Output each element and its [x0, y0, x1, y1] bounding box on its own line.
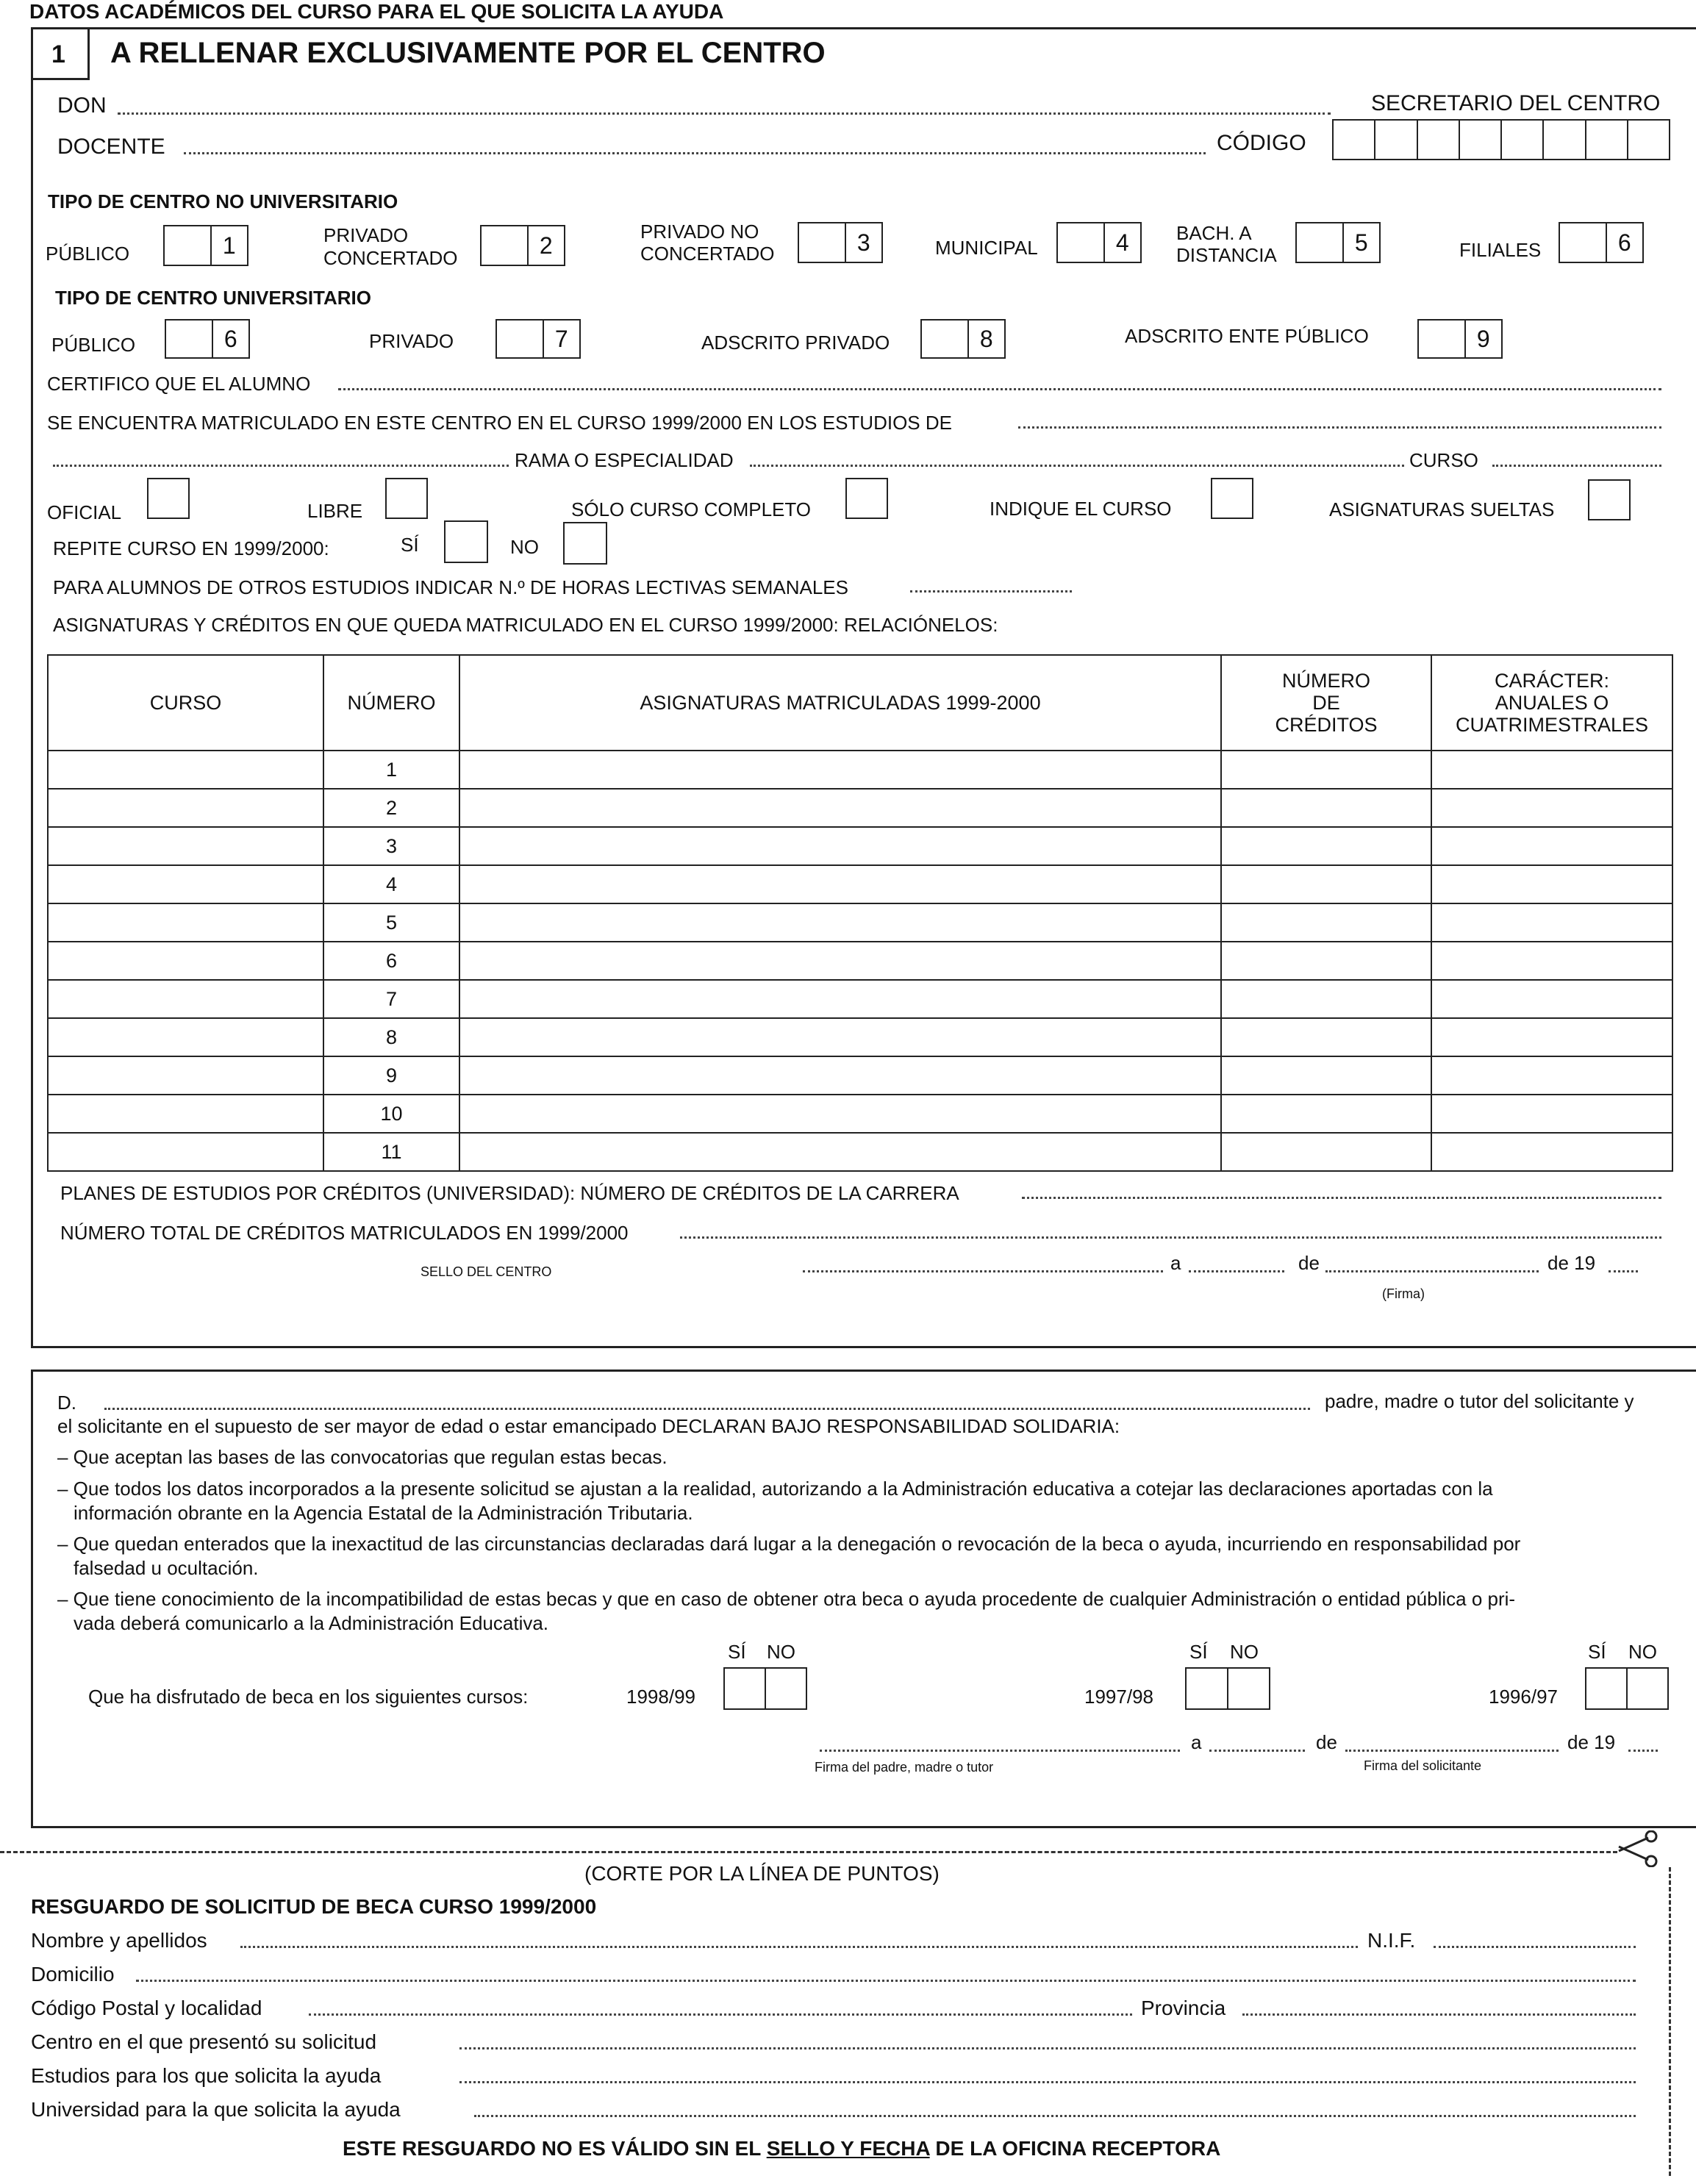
table-cell[interactable] [459, 942, 1221, 980]
asignaturas-intro: ASIGNATURAS Y CRÉDITOS EN QUE QUEDA MATRICULADO EN EL CURSO 1999/2000: RELACIÓNELOS: [53, 614, 998, 636]
repite-si-label: SÍ [401, 534, 419, 556]
asignaturas-sueltas-checkbox[interactable] [1588, 479, 1631, 520]
beca-1998-checkboxes[interactable] [723, 1667, 807, 1710]
receipt-footer: ESTE RESGUARDO NO ES VÁLIDO SIN EL SELLO Y FECHA DE LA OFICINA RECEPTORA [343, 2137, 1221, 2160]
table-cell[interactable] [48, 865, 323, 903]
table-cell[interactable] [48, 1018, 323, 1056]
libre-checkbox[interactable] [385, 478, 428, 519]
rama-field[interactable] [750, 465, 1404, 467]
decl-dia-field[interactable] [1209, 1750, 1305, 1752]
table-row [48, 942, 1672, 980]
indique-curso-checkbox[interactable] [1211, 478, 1253, 519]
row-number: 8 [323, 1018, 459, 1056]
planes-field[interactable] [1022, 1197, 1661, 1199]
don-label: DON [57, 93, 107, 118]
table-row [48, 980, 1672, 1018]
domicilio-label: Domicilio [31, 1963, 115, 1986]
firma-padre-label: Firma del padre, madre o tutor [815, 1760, 994, 1775]
table-row [48, 1056, 1672, 1095]
sello-label: SELLO DEL CENTRO [421, 1264, 552, 1279]
universidad-label: Universidad para la que solicita la ayuda [31, 2098, 401, 2121]
dia-field[interactable] [1189, 1270, 1284, 1272]
firma-solicitante-label: Firma del solicitante [1364, 1758, 1482, 1773]
table-row [48, 903, 1672, 942]
horas-field[interactable] [910, 590, 1072, 592]
option-adscrito-privado[interactable]: 8 [920, 319, 1006, 359]
row-number: 6 [323, 942, 459, 980]
decl-lugar-field[interactable] [820, 1750, 1180, 1752]
table-cell[interactable] [48, 827, 323, 865]
table-cell[interactable] [459, 827, 1221, 865]
col-caracter: CARÁCTER: ANUALES O CUATRIMESTRALES [1431, 655, 1672, 751]
repite-no-label: NO [510, 536, 539, 558]
col-numero: NÚMERO [323, 655, 459, 751]
beca-si-label-2: SÍ [1189, 1641, 1208, 1663]
horas-label: PARA ALUMNOS DE OTROS ESTUDIOS INDICAR N.º DE HORAS LECTIVAS SEMANALES [53, 576, 848, 598]
table-cell[interactable] [1431, 865, 1672, 903]
cp-field[interactable] [309, 2013, 1132, 2016]
table-cell[interactable] [1431, 903, 1672, 942]
planes-label: PLANES DE ESTUDIOS POR CRÉDITOS (UNIVERSIDAD): NÚMERO DE CRÉDITOS DE LA CARRERA [60, 1182, 959, 1204]
option-filiales[interactable]: 6 [1559, 222, 1644, 263]
nombre-field[interactable] [240, 1946, 1358, 1948]
table-cell[interactable] [48, 1133, 323, 1171]
section-title: A RELLENAR EXCLUSIVAMENTE POR EL CENTRO [110, 37, 826, 69]
table-row [48, 1018, 1672, 1056]
year-1998-label: 1998/99 [626, 1686, 695, 1708]
table-cell[interactable] [1221, 1018, 1431, 1056]
fecha-a-label: a [1170, 1252, 1181, 1274]
docente-label: DOCENTE [57, 135, 165, 159]
municipal-label: MUNICIPAL [935, 237, 1038, 259]
privado-no-concertado-label-2: CONCERTADO [640, 243, 775, 265]
year-1997-label: 1997/98 [1084, 1686, 1153, 1708]
indique-curso-label: INDIQUE EL CURSO [990, 498, 1172, 520]
univ-publico-label: PÚBLICO [51, 334, 136, 356]
tipo-no-universitario-heading: TIPO DE CENTRO NO UNIVERSITARIO [48, 190, 398, 212]
option-adscrito-ente-publico[interactable]: 9 [1417, 319, 1503, 359]
table-cell[interactable] [1431, 827, 1672, 865]
declaration-item-1: – Que aceptan las bases de las convocatorias que regulan estas becas. [57, 1446, 668, 1468]
row-number: 2 [323, 789, 459, 827]
table-row [48, 751, 1672, 789]
tipo-universitario-heading: TIPO DE CENTRO UNIVERSITARIO [55, 287, 371, 309]
secretario-label: SECRETARIO DEL CENTRO [1371, 91, 1661, 115]
row-number: 5 [323, 903, 459, 942]
option-privado-no-concertado[interactable]: 3 [798, 222, 883, 263]
option-univ-privado[interactable]: 7 [495, 319, 581, 359]
centro-label: Centro en el que presentó su solicitud [31, 2030, 377, 2053]
declarante-label: D. [57, 1392, 76, 1414]
cut-line-vertical [1669, 1867, 1671, 2176]
table-cell[interactable] [1431, 942, 1672, 980]
libre-label: LIBRE [307, 500, 363, 522]
table-cell[interactable] [459, 1056, 1221, 1095]
row-number: 10 [323, 1095, 459, 1133]
table-cell[interactable] [459, 751, 1221, 789]
alumno-field[interactable] [338, 388, 1661, 390]
beca-1997-checkboxes[interactable] [1185, 1667, 1270, 1710]
table-cell[interactable] [1431, 980, 1672, 1018]
centro-field[interactable] [459, 2047, 1636, 2049]
provincia-field[interactable] [1242, 2013, 1636, 2016]
privado-no-concertado-label-1: PRIVADO NO [640, 221, 759, 243]
adscrito-ente-publico-label: ADSCRITO ENTE PÚBLICO [1125, 325, 1369, 347]
table-cell[interactable] [1431, 1095, 1672, 1133]
table-cell[interactable] [1221, 751, 1431, 789]
option-municipal[interactable]: 4 [1056, 222, 1142, 263]
decl-de19-label: de 19 [1567, 1731, 1616, 1753]
table-cell[interactable] [459, 903, 1221, 942]
table-cell[interactable] [459, 1018, 1221, 1056]
codigo-input[interactable] [1332, 119, 1670, 160]
estudios-field[interactable] [1018, 426, 1661, 429]
table-cell[interactable] [48, 1095, 323, 1133]
col-creditos: NÚMERO DE CRÉDITOS [1221, 655, 1431, 751]
privado-concertado-label-2: CONCERTADO [323, 247, 458, 269]
option-univ-publico[interactable]: 6 [165, 319, 250, 359]
table-cell[interactable] [1431, 751, 1672, 789]
year-1996-label: 1996/97 [1489, 1686, 1558, 1708]
declaration-item-4b: vada deberá comunicarlo a la Administración Educativa. [74, 1612, 549, 1634]
oficial-checkbox[interactable] [147, 478, 190, 519]
cp-label: Código Postal y localidad [31, 1997, 262, 2019]
table-row [48, 1133, 1672, 1171]
declarante-field[interactable] [104, 1408, 1310, 1410]
row-number: 4 [323, 865, 459, 903]
option-publico[interactable]: 1 [163, 225, 248, 266]
decl-mes-field[interactable] [1345, 1750, 1559, 1752]
table-cell[interactable] [48, 903, 323, 942]
curso-field[interactable] [1492, 465, 1661, 467]
total-field[interactable] [680, 1236, 1661, 1239]
row-number: 1 [323, 751, 459, 789]
declaration-item-3a: – Que quedan enterados que la inexactitud de las circunstancias declaradas dará lugar a la denegación o revocación de la beca o ayuda, incurriendo en responsabilidad por [57, 1533, 1521, 1555]
table-cell[interactable] [1221, 903, 1431, 942]
table-cell[interactable] [1221, 865, 1431, 903]
asignaturas-sueltas-label: ASIGNATURAS SUELTAS [1329, 498, 1555, 520]
declaration-item-2a: – Que todos los datos incorporados a la presente solicitud se ajustan a la realidad, autorizando a la Administración educativa a cotejar las declaraciones aportadas con la [57, 1478, 1493, 1500]
publico-label: PÚBLICO [46, 243, 130, 265]
table-cell[interactable] [459, 980, 1221, 1018]
receipt-estudios-field[interactable] [459, 2081, 1636, 2083]
table-cell[interactable] [1221, 789, 1431, 827]
estudios-field-2[interactable] [53, 465, 509, 467]
table-cell[interactable] [459, 865, 1221, 903]
table-cell[interactable] [459, 789, 1221, 827]
table-row [48, 865, 1672, 903]
beca-si-label-1: SÍ [728, 1641, 746, 1663]
bach-distancia-label-1: BACH. A [1176, 222, 1252, 244]
beca-1996-checkboxes[interactable] [1585, 1667, 1669, 1710]
table-cell[interactable] [459, 1133, 1221, 1171]
domicilio-field[interactable] [136, 1980, 1636, 1982]
table-row [48, 1095, 1672, 1133]
universidad-field[interactable] [474, 2115, 1636, 2117]
row-number: 7 [323, 980, 459, 1018]
filiales-label: FILIALES [1459, 239, 1542, 261]
option-bach-distancia[interactable]: 5 [1295, 222, 1381, 263]
fecha-de19-label: de 19 [1547, 1252, 1596, 1274]
don-field[interactable] [118, 112, 1331, 115]
bach-distancia-label-2: DISTANCIA [1176, 244, 1277, 266]
beca-no-label-1: NO [767, 1641, 795, 1663]
col-curso: CURSO [48, 655, 323, 751]
matriculado-label: SE ENCUENTRA MATRICULADO EN ESTE CENTRO EN EL CURSO 1999/2000 EN LOS ESTUDIOS DE [47, 412, 952, 434]
beca-si-label-3: SÍ [1588, 1641, 1606, 1663]
estudios-label: Estudios para los que solicita la ayuda [31, 2064, 382, 2087]
col-asignaturas: ASIGNATURAS MATRICULADAS 1999-2000 [459, 655, 1221, 751]
fecha-de-label: de [1298, 1252, 1320, 1274]
lugar-field[interactable] [803, 1270, 1163, 1272]
scissors-icon [1616, 1830, 1660, 1867]
table-cell[interactable] [1221, 1095, 1431, 1133]
declaration-item-2b: información obrante en la Agencia Estatal de la Administración Tributaria. [74, 1502, 693, 1524]
codigo-label: CÓDIGO [1217, 131, 1306, 155]
row-number: 11 [323, 1133, 459, 1171]
decl-anio-field[interactable] [1628, 1750, 1658, 1752]
table-cell[interactable] [1221, 942, 1431, 980]
repite-si-checkbox[interactable] [444, 520, 488, 563]
beca-no-label-2: NO [1230, 1641, 1259, 1663]
repite-label: REPITE CURSO EN 1999/2000: [53, 537, 329, 559]
rama-label: RAMA O ESPECIALIDAD [515, 449, 734, 471]
table-cell[interactable] [1221, 1133, 1431, 1171]
docente-field[interactable] [184, 152, 1206, 154]
repite-no-checkbox[interactable] [563, 522, 607, 565]
cut-label: (CORTE POR LA LÍNEA DE PUNTOS) [584, 1862, 940, 1885]
certifico-label: CERTIFICO QUE EL ALUMNO [47, 373, 311, 395]
table-cell[interactable] [48, 980, 323, 1018]
nif-label: N.I.F. [1367, 1929, 1416, 1952]
option-privado-concertado[interactable]: 2 [480, 225, 565, 266]
anio-field[interactable] [1609, 1270, 1638, 1272]
total-label: NÚMERO TOTAL DE CRÉDITOS MATRICULADOS EN 1999/2000 [60, 1222, 629, 1244]
univ-privado-label: PRIVADO [369, 330, 454, 352]
curso-label: CURSO [1409, 449, 1478, 471]
table-cell[interactable] [1431, 1056, 1672, 1095]
section-header: DATOS ACADÉMICOS DEL CURSO PARA EL QUE SOLICITA LA AYUDA [29, 0, 724, 23]
table-row [48, 789, 1672, 827]
cut-line [0, 1851, 1617, 1853]
decl-a-label: a [1191, 1731, 1202, 1753]
nombre-label: Nombre y apellidos [31, 1929, 207, 1952]
table-cell[interactable] [459, 1095, 1221, 1133]
table-cell[interactable] [1431, 1018, 1672, 1056]
beca-label: Que ha disfrutado de beca en los siguientes cursos: [88, 1686, 529, 1708]
table-row [48, 827, 1672, 865]
privado-concertado-label-1: PRIVADO [323, 224, 409, 246]
adscrito-privado-label: ADSCRITO PRIVADO [701, 332, 890, 354]
table-cell[interactable] [1431, 789, 1672, 827]
table-cell[interactable] [1221, 980, 1431, 1018]
table-cell[interactable] [1221, 1056, 1431, 1095]
table-cell[interactable] [1431, 1133, 1672, 1171]
solo-curso-completo-label: SÓLO CURSO COMPLETO [571, 498, 812, 520]
receipt-title: RESGUARDO DE SOLICITUD DE BECA CURSO 1999/2000 [31, 1895, 597, 1918]
provincia-label: Provincia [1141, 1997, 1226, 2019]
declaration-item-4a: – Que tiene conocimiento de la incompatibilidad de estas becas y que en caso de obtener otra beca o ayuda procedente de cualquier Administración o entidad pública o pri- [57, 1588, 1516, 1610]
padre-madre-tutor-text: padre, madre o tutor del solicitante y [1325, 1390, 1634, 1412]
beca-no-label-3: NO [1628, 1641, 1657, 1663]
table-cell[interactable] [48, 1056, 323, 1095]
oficial-label: OFICIAL [47, 501, 122, 523]
mes-field[interactable] [1325, 1270, 1539, 1272]
section-number: 1 [51, 40, 65, 68]
firma-label: (Firma) [1382, 1286, 1425, 1301]
decl-de-label: de [1316, 1731, 1337, 1753]
declaration-item-3b: falsedad u ocultación. [74, 1557, 259, 1579]
nif-field[interactable] [1434, 1946, 1636, 1948]
table-cell[interactable] [48, 751, 323, 789]
solo-curso-completo-checkbox[interactable] [845, 478, 888, 519]
row-number: 9 [323, 1056, 459, 1095]
table-cell[interactable] [48, 942, 323, 980]
table-cell[interactable] [1221, 827, 1431, 865]
table-cell[interactable] [48, 789, 323, 827]
row-number: 3 [323, 827, 459, 865]
declaration-line-2: el solicitante en el supuesto de ser mayor de edad o estar emancipado DECLARAN BAJO RESPONSABILIDAD SOLIDARIA: [57, 1415, 1120, 1437]
subjects-table [47, 654, 1673, 1172]
